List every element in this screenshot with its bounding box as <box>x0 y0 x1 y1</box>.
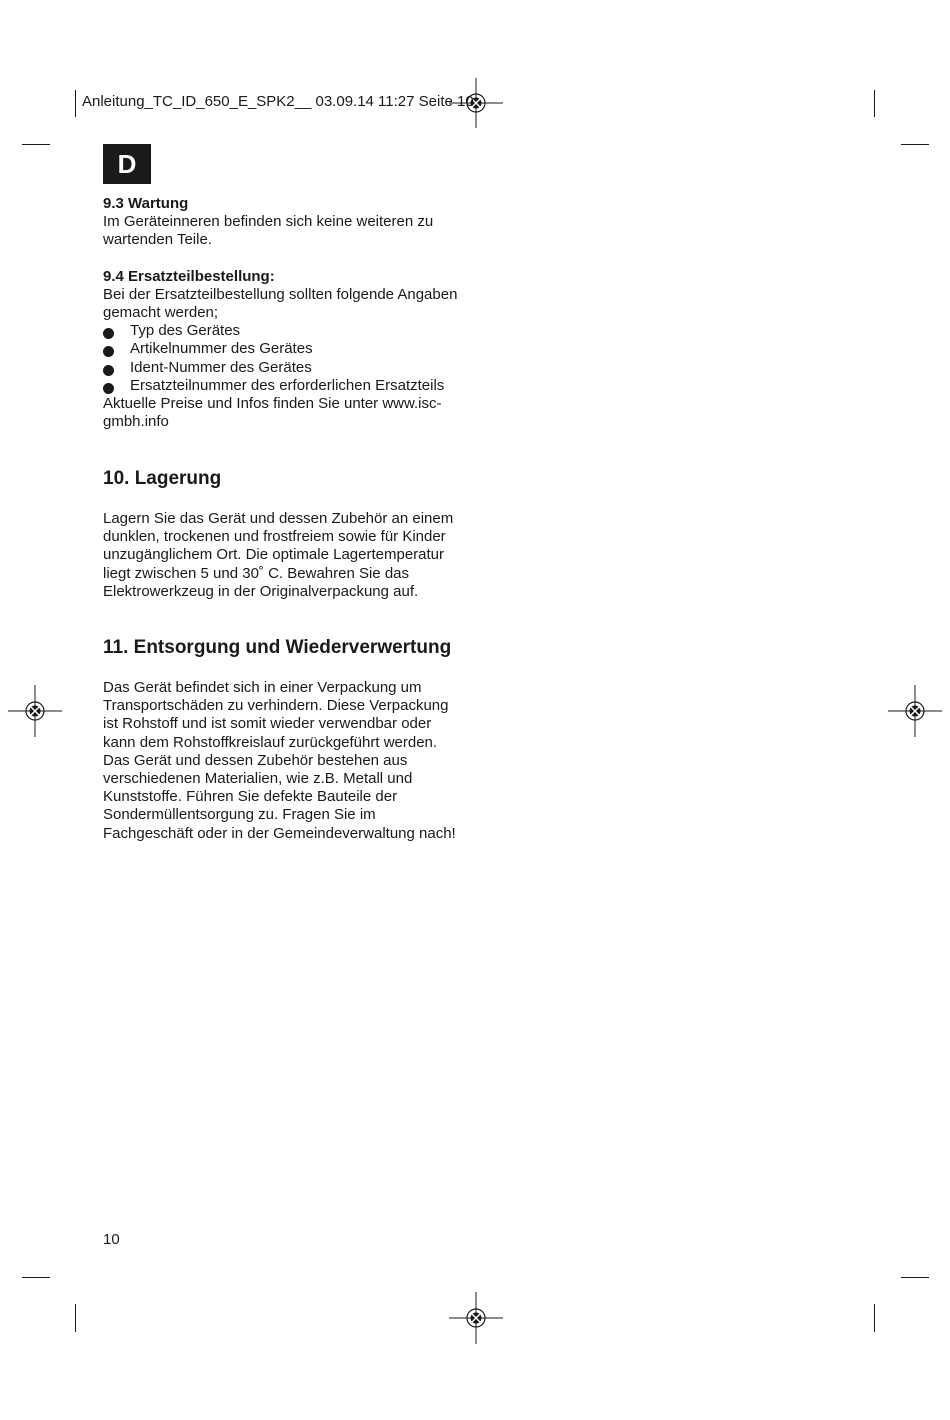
list-item: Artikelnummer des Gerätes <box>103 340 463 358</box>
crop-mark-bottom-left-horizontal <box>22 1277 50 1278</box>
section-title-11: 11. Entsorgung und Wiederverwertung <box>103 637 452 658</box>
page-number: 10 <box>103 1231 120 1248</box>
crop-mark-top-left-vertical <box>75 90 76 117</box>
list-item: Ersatzteilnummer des erforderlichen Ersatzteils <box>103 377 463 395</box>
parts-info-list <box>103 322 463 395</box>
section-maintenance-and-parts <box>103 195 463 431</box>
list-item: Ident-Nummer des Gerätes <box>103 359 463 377</box>
section-title-9-4: 9.4 Ersatzteilbestellung: <box>103 267 275 285</box>
bullet-icon <box>103 365 114 376</box>
crop-mark-bottom-left-vertical <box>75 1304 76 1332</box>
section-body-11: Das Gerät befindet sich in einer Verpackung um Transportschäden zu verhindern. Diese Verpackung ist Rohstoff und ist somit wieder verwendbar oder kann dem Rohstoffkreislauf zurückgeführt werden. Das Gerät und dessen Zubehör bestehen aus verschiedenen Materialien, wie z.B. Metall und Kunststoffe. Führen Sie defekte Bauteile der Sondermüllentsorgung zu. Fragen Sie im Fachgeschäft oder in der Gemeindeverwaltung nach! <box>103 679 456 842</box>
section-title-10: 10. Lagerung <box>103 468 222 489</box>
list-item: Typ des Gerätes <box>103 322 463 340</box>
crop-mark-bottom-right-horizontal <box>901 1277 929 1278</box>
bullet-icon <box>103 328 114 339</box>
crop-mark-bottom-right-vertical <box>874 1304 875 1332</box>
crop-mark-top-left-horizontal <box>22 144 50 145</box>
section-body-9-3: Im Geräteinneren befinden sich keine weiteren zu wartenden Teile. <box>103 213 434 249</box>
registration-mark-icon <box>449 1292 503 1344</box>
bullet-icon <box>103 346 114 357</box>
language-tab: D <box>103 144 151 184</box>
section-intro-9-4: Bei der Ersatzteilbestellung sollten folgende Angaben gemacht werden; <box>103 285 458 322</box>
print-slug-line: Anleitung_TC_ID_650_E_SPK2__ 03.09.14 11:27 Seite 10 <box>82 93 474 110</box>
bullet-icon <box>103 383 114 394</box>
crop-mark-top-right-vertical <box>874 90 875 117</box>
registration-mark-icon <box>888 685 942 737</box>
section-title-9-3: 9.3 Wartung <box>103 195 189 212</box>
section-body-10: Lagern Sie das Gerät und dessen Zubehör an einem dunklen, trockenen und frostfreiem sowie für Kinder unzugänglichem Ort. Die optimale Lagertemperatur liegt zwischen 5 und 30˚ C. Bewahren Sie das Elektrowerkzeug in der Originalverpackung auf. <box>103 510 454 600</box>
section-outro-9-4: Aktuelle Preise und Infos finden Sie unter www.isc-gmbh.info <box>103 395 442 431</box>
crop-mark-top-right-horizontal <box>901 144 929 145</box>
registration-mark-icon <box>8 685 62 737</box>
